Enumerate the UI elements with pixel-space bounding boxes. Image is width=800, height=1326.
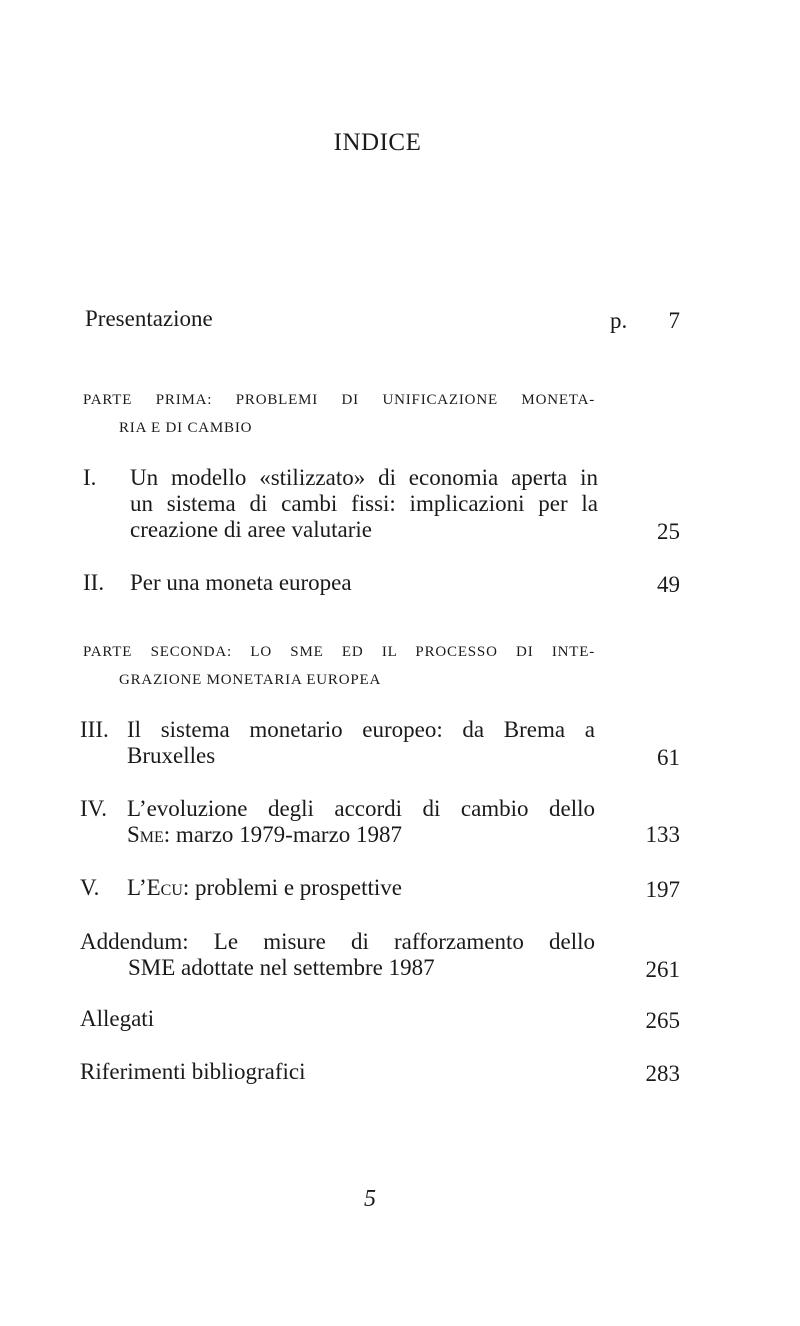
part-heading-line: PARTE SECONDA: LO SME ED IL PROCESSO DI INTE- — [83, 644, 595, 660]
page-number: 61 — [657, 745, 680, 770]
page-folio: 5 — [364, 1186, 376, 1212]
page-number: 7 — [668, 308, 680, 333]
entry-line: L’evoluzione degli accordi di cambio dello — [127, 796, 595, 821]
chapter-number: II. — [83, 570, 105, 595]
page-number: 265 — [645, 1008, 680, 1033]
part-heading-1 — [83, 386, 595, 442]
entry-line: L’Ecu: problemi e prospettive — [127, 875, 402, 900]
entry-line: Un modello «stilizzato» di economia aperta in — [130, 465, 598, 490]
entry-line: un sistema di cambi fissi: implicazioni per la — [130, 491, 598, 516]
page-number: 283 — [645, 1061, 680, 1086]
entry-line: Il sistema monetario europeo: da Brema a — [127, 717, 595, 742]
toc-entry-chapter-5 — [80, 875, 595, 901]
chapter-number: III. — [80, 717, 109, 742]
toc-entry-presentazione — [85, 306, 213, 332]
toc-entry-addendum — [80, 929, 595, 981]
entry-line: SME adottate nel settembre 1987 — [128, 955, 435, 980]
acronym: Ecu — [146, 875, 183, 900]
chapter-number: I. — [83, 465, 97, 490]
part-heading-2 — [83, 638, 595, 694]
acronym: Sme — [127, 822, 164, 847]
entry-line: Bruxelles — [127, 743, 216, 768]
entry-line: Per una moneta europea — [130, 570, 352, 595]
page-title: INDICE — [333, 129, 422, 156]
part-heading-line: GRAZIONE MONETARIA EUROPEA — [119, 672, 382, 688]
entry-label: Presentazione — [85, 306, 213, 331]
entry-line: creazione di aree valutarie — [130, 517, 372, 542]
toc-entry-chapter-1 — [83, 465, 598, 543]
part-heading-line: PARTE PRIMA: PROBLEMI DI UNIFICAZIONE MONETA- — [83, 392, 595, 408]
chapter-number: IV. — [80, 796, 108, 821]
entry-label: Allegati — [80, 1006, 155, 1031]
page-prefix: p. — [610, 308, 628, 333]
entry-line: Sme: marzo 1979-marzo 1987 — [127, 822, 403, 847]
toc-entry-allegati — [80, 1006, 154, 1032]
toc-entry-chapter-2 — [83, 570, 598, 596]
page-number: 197 — [645, 877, 680, 902]
entry-label: Riferimenti bibliografici — [80, 1059, 306, 1084]
chapter-number: V. — [80, 875, 100, 900]
page-number: 25 — [657, 519, 680, 544]
part-heading-line: RIA E DI CAMBIO — [119, 420, 253, 436]
toc-entry-riferimenti — [80, 1059, 305, 1085]
toc-entry-chapter-3 — [80, 717, 595, 769]
page-number: 49 — [657, 572, 680, 597]
page-number: 133 — [645, 822, 680, 847]
toc-entry-chapter-4 — [80, 796, 595, 848]
page-number: 261 — [645, 957, 680, 982]
entry-line: Addendum: Le misure di rafforzamento dello — [80, 929, 595, 954]
